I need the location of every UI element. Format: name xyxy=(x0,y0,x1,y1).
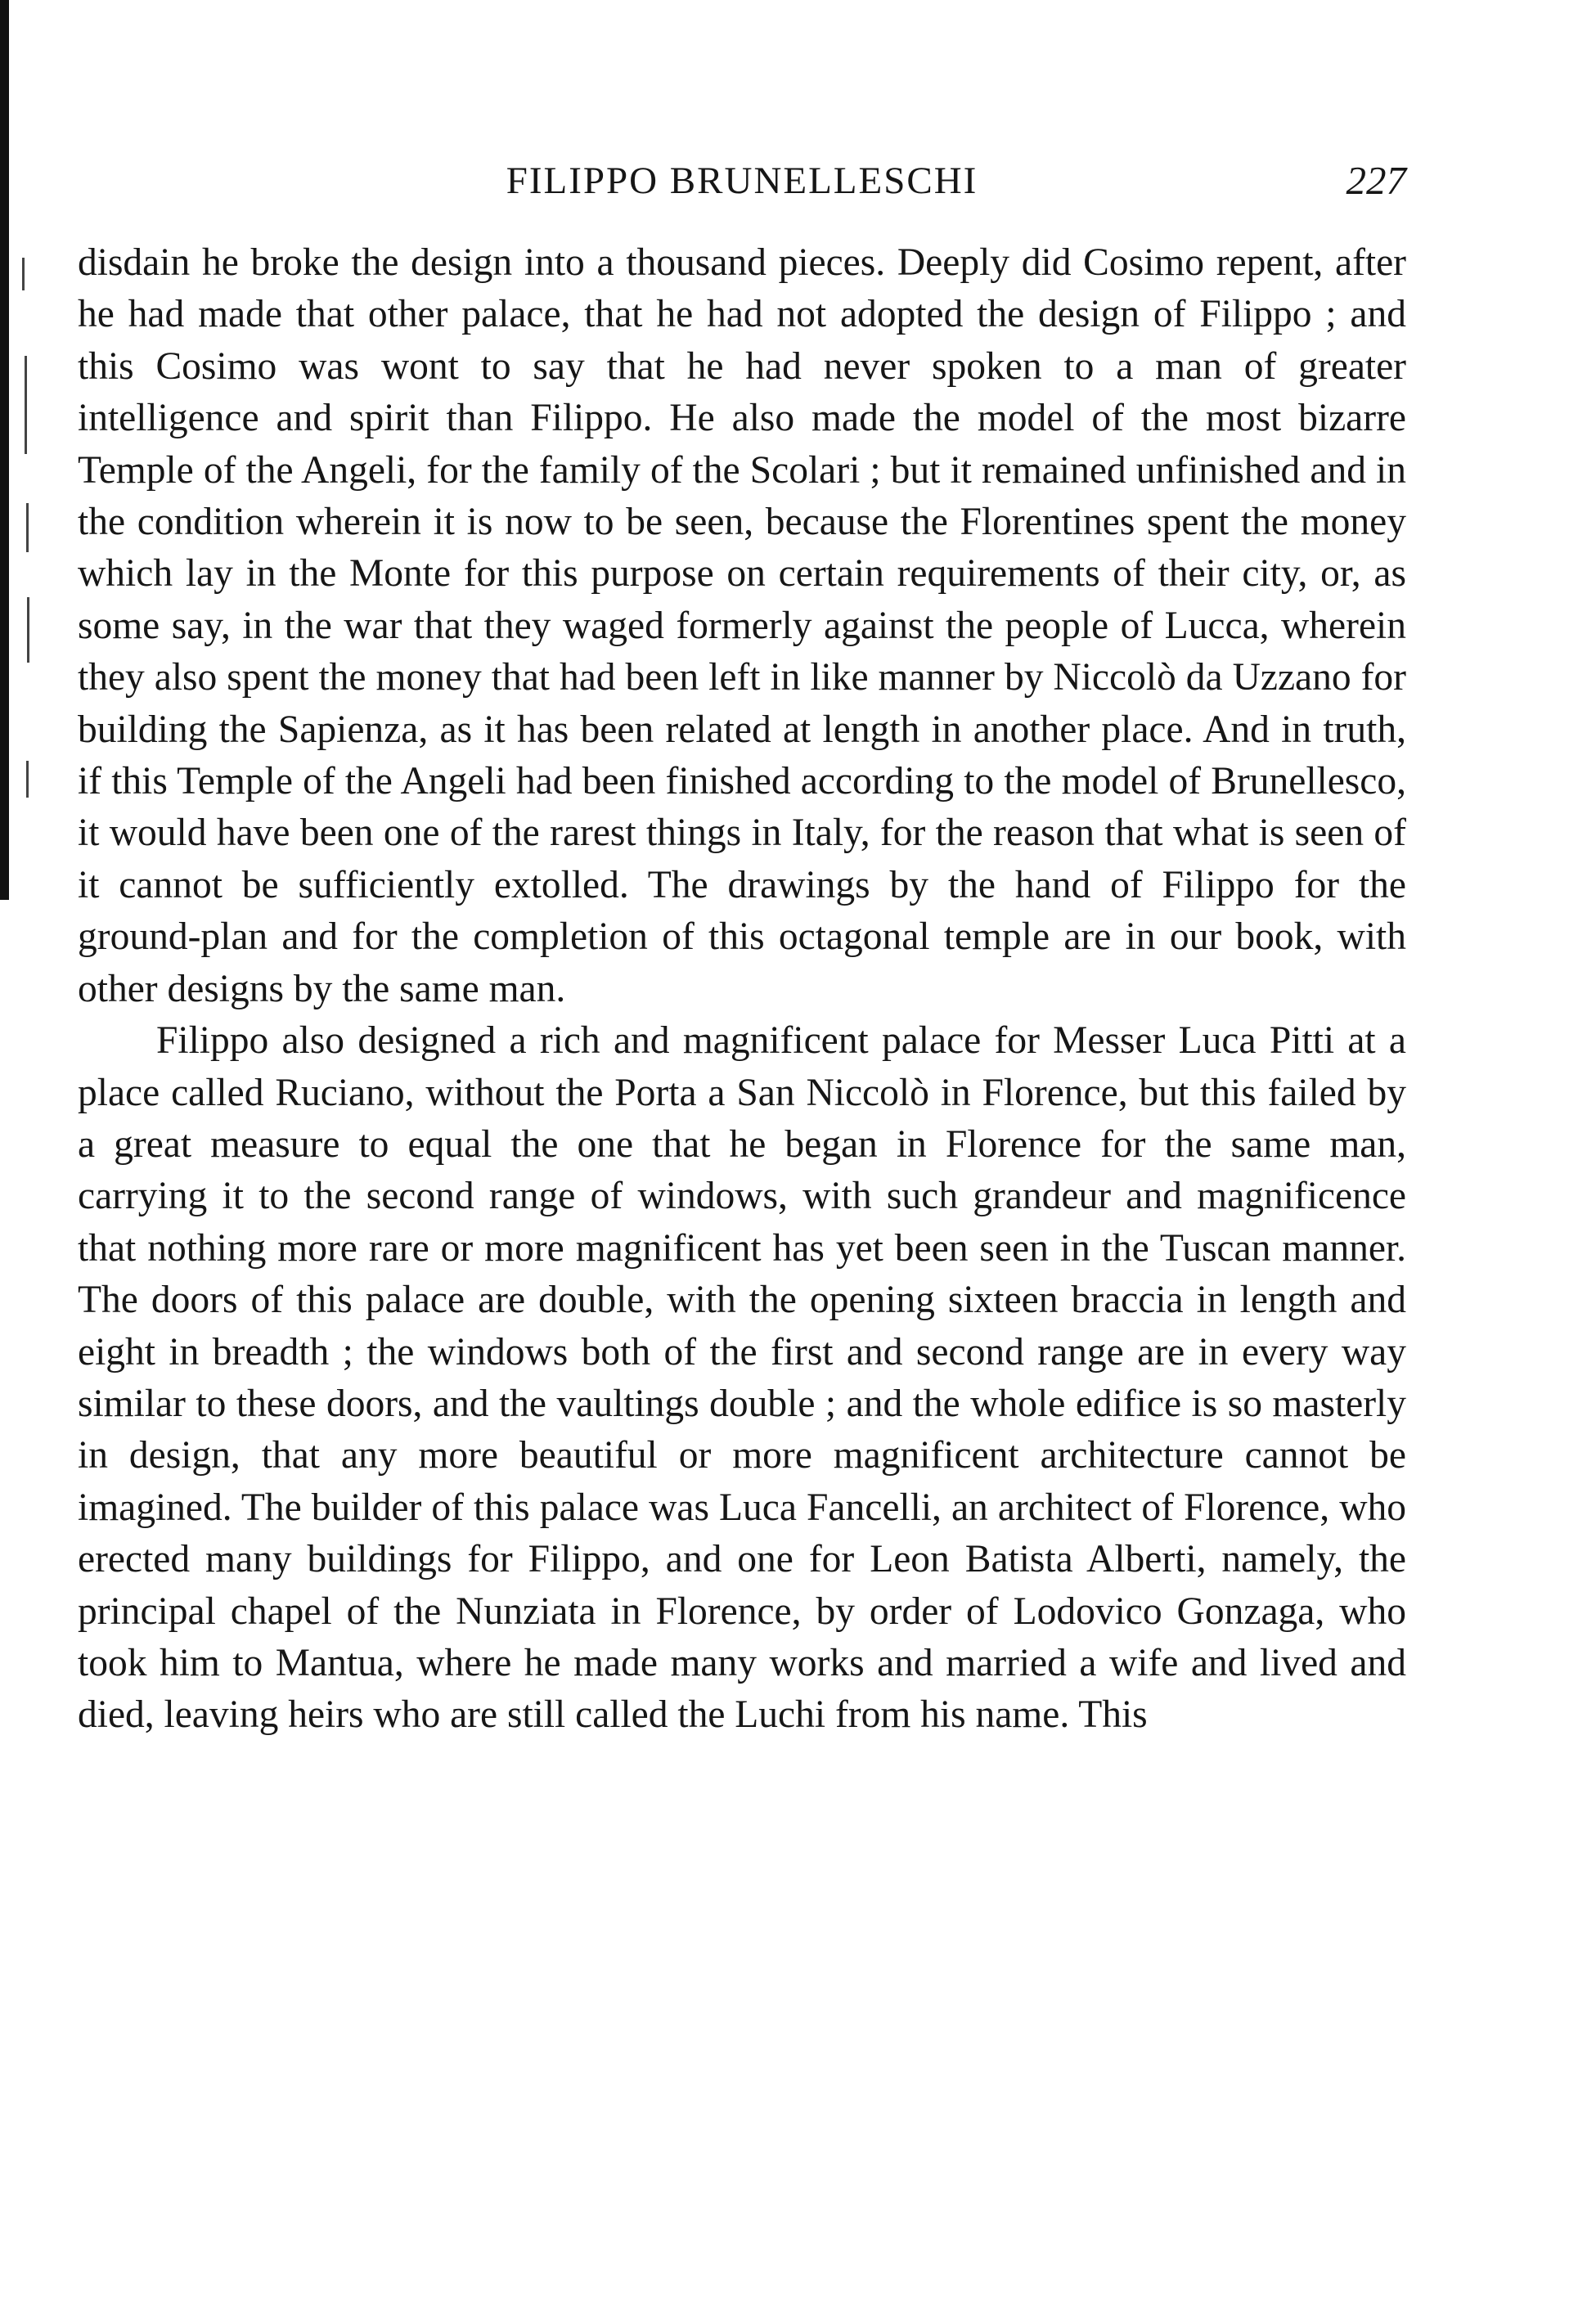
scan-mark xyxy=(25,356,27,454)
paragraph: disdain he broke the design into a thousand pieces. Deeply did Cosimo repent, after he had made that other palace, that he had not adopted the design of Filippo ; and this Cosimo was wont to say that he had never spoken to a man of greater intelligence and spirit than Filippo. He also made the model of the most bizarre Temple of the Angeli, for the family of the Scolari ; but it remained unfinished and in the condition wherein it is now to be seen, because the Florentines spent the money which lay in the Monte for this purpose on certain requirements of their city, or, as some say, in the war that they waged formerly against the people of Lucca, wherein they also spent the money that had been left in like manner by Niccolò da Uzzano for building the Sapienza, as it has been related at length in another place. And in truth, if this Temple of the Angeli had been finished according to the model of Brunellesco, it would have been one of the rarest things in Italy, for the reason that what is seen of it cannot be sufficiently extolled. The drawings by the hand of Filippo for the ground-plan and for the completion of this octagonal temple are in our book, with other designs by the same man. xyxy=(78,241,1406,1010)
scan-mark xyxy=(26,503,29,552)
scan-mark xyxy=(26,761,29,798)
body-text xyxy=(78,237,1406,1742)
scan-dark-edge xyxy=(0,0,9,900)
paragraph: Filippo also designed a rich and magnificent palace for Messer Luca Pitti at a place called Ruciano, without the Porta a San Niccolò in Florence, but this failed by a great measure to equal the one that he began in Florence for the same man, carrying it to the second range of windows, with such grandeur and magnificence that nothing more rare or more magnificent has yet been seen in the Tuscan manner. The doors of this palace are double, with the opening sixteen braccia in length and eight in breadth ; the windows both of the first and second range are in every way similar to these doors, and the vaultings double ; and the whole edifice is so masterly in design, that any more beautiful or more magnificent architecture cannot be imagined. The builder of this palace was Luca Fancelli, an architect of Florence, who erected many buildings for Filippo, and one for Leon Batista Alberti, namely, the principal chapel of the Nunziata in Florence, by order of Lodovico Gonzaga, who took him to Mantua, where he made many works and married a wife and lived and died, leaving heirs who are still called the Luchi from his name. This xyxy=(78,1019,1406,1737)
scan-mark xyxy=(27,597,29,663)
running-head: FILIPPO BRUNELLESCHI xyxy=(506,160,978,202)
page-header xyxy=(78,152,1406,209)
page-number: 227 xyxy=(1346,158,1406,203)
scan-mark xyxy=(22,258,25,290)
